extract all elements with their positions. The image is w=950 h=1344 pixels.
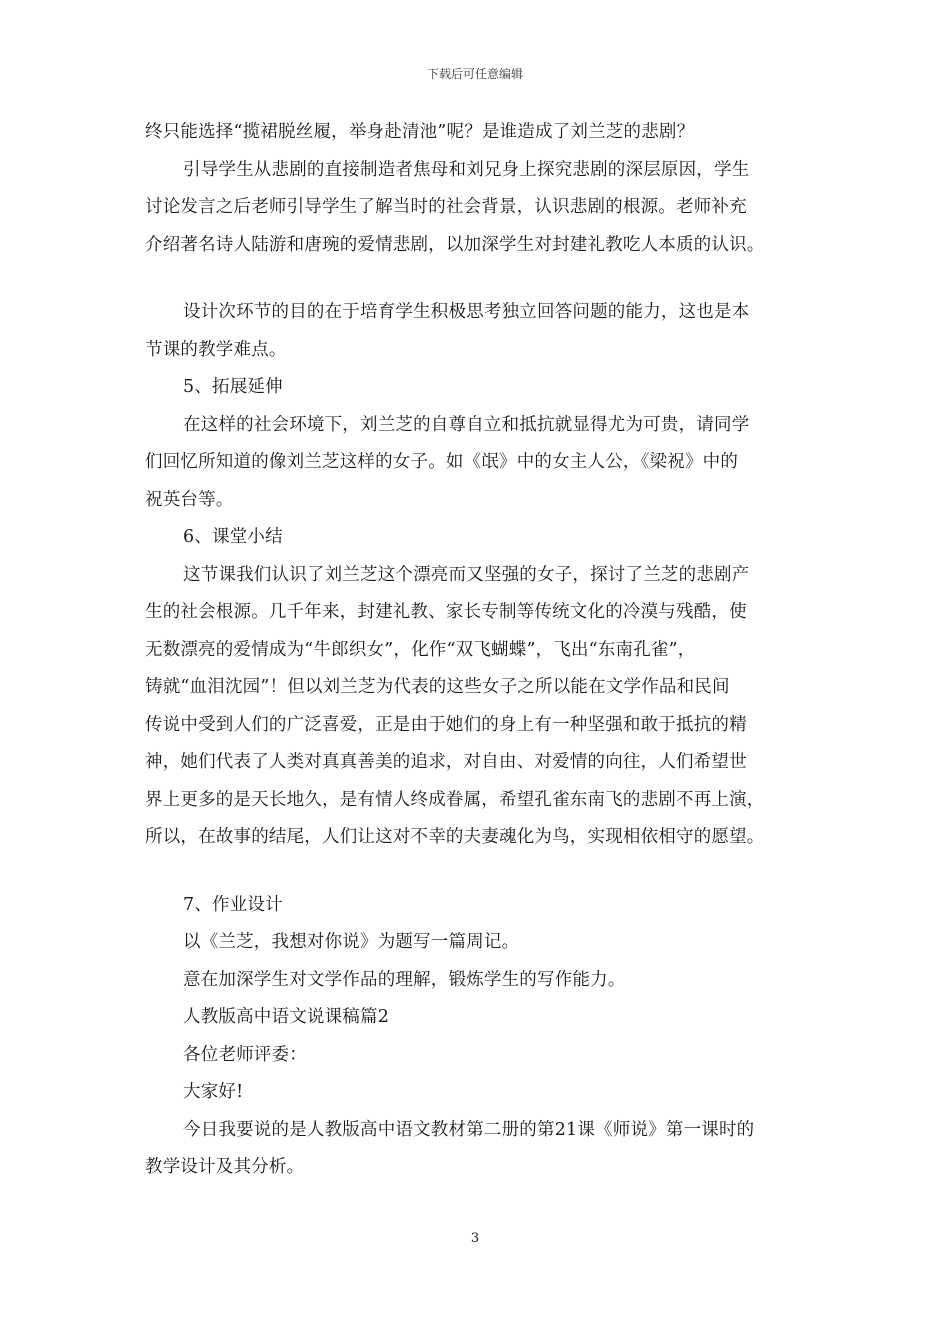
paragraph-line: 们回忆所知道的像刘兰芝这样的女子。如《氓》中的女主人公，《梁祝》中的 <box>145 452 739 472</box>
paragraph-line: 铸就“血泪沈园”！但以刘兰芝为代表的这些女子之所以能在文学作品和民间 <box>145 677 730 697</box>
paragraph-line: 祝英台等。 <box>145 489 234 510</box>
paragraph-line: 传说中受到人们的广泛喜爱，正是由于她们的身上有一种坚强和敢于抵抗的精 <box>145 714 747 735</box>
paragraph-line: 无数漂亮的爱情成为“牛郎织女”，化作“双飞蝴蝶”，飞出“东南孔雀”， <box>145 639 696 660</box>
page-header: 下载后可任意编辑 <box>426 67 523 81</box>
paragraph-line: 界上更多的是天长地久，是有情人终成眷属，希望孔雀东南飞的悲剧不再上演， <box>145 789 765 810</box>
paragraph-line: 讨论发言之后老师引导学生了解当时的社会背景，认识悲剧的根源。老师补充 <box>145 197 747 217</box>
paragraph-line: 引导学生从悲剧的直接制造者焦母和刘兄身上探究悲剧的深层原因，学生 <box>183 159 750 180</box>
paragraph-line: 在这样的社会环境下，刘兰芝的自尊自立和抵抗就显得尤为可贵，请同学 <box>183 414 750 435</box>
paragraph-line: 终只能选择“揽裙脱丝履，举身赴清池”呢？是谁造成了刘兰芝的悲剧？ <box>145 122 695 142</box>
paragraph-line: 生的社会根源。几千年来，封建礼教、家长专制等传统文化的冷漠与残酷，使 <box>145 602 747 622</box>
paragraph-gap <box>145 264 815 294</box>
salutation: 各位老师评委： <box>183 1044 307 1065</box>
paragraph-gap <box>145 857 815 887</box>
section-heading-5: 5、拓展延伸 <box>183 377 283 397</box>
paragraph-line: 所以，在故事的结尾，人们让这对不幸的夫妻魂化为鸟，实现相依相守的愿望。 <box>145 827 765 847</box>
paragraph-line: 教学设计及其分析。 <box>145 1157 305 1177</box>
paragraph-line: 以《兰芝，我想对你说》为题写一篇周记。 <box>183 932 520 952</box>
paragraph-line: 设计次环节的目的在于培育学生积极思考独立回答问题的能力，这也是本 <box>183 302 750 322</box>
paragraph-line: 今日我要说的是人教版高中语文教材第二册的第21课《师说》第一课时的 <box>183 1119 755 1140</box>
page-number: 3 <box>470 1231 480 1246</box>
greeting: 大家好! <box>183 1082 244 1102</box>
paragraph-line: 节课的教学难点。 <box>145 339 287 360</box>
paragraph-line: 介绍著名诗人陆游和唐琬的爱情悲剧，以加深学生对封建礼教吃人本质的认识。 <box>145 234 765 255</box>
section-heading-6: 6、课堂小结 <box>183 527 283 547</box>
paragraph-line: 这节课我们认识了刘兰芝这个漂亮而又坚强的女子，探讨了兰芝的悲剧产 <box>183 564 750 585</box>
paragraph-line: 意在加深学生对文学作品的理解，锻炼学生的写作能力。 <box>183 969 626 990</box>
section-heading-7: 7、作业设计 <box>183 894 283 915</box>
document-subtitle: 人教版高中语文说课稿篇2 <box>183 1007 390 1027</box>
paragraph-line: 神，她们代表了人类对真真善美的追求，对自由、对爱情的向往，人们希望世 <box>145 752 747 772</box>
document-body <box>145 114 815 1187</box>
